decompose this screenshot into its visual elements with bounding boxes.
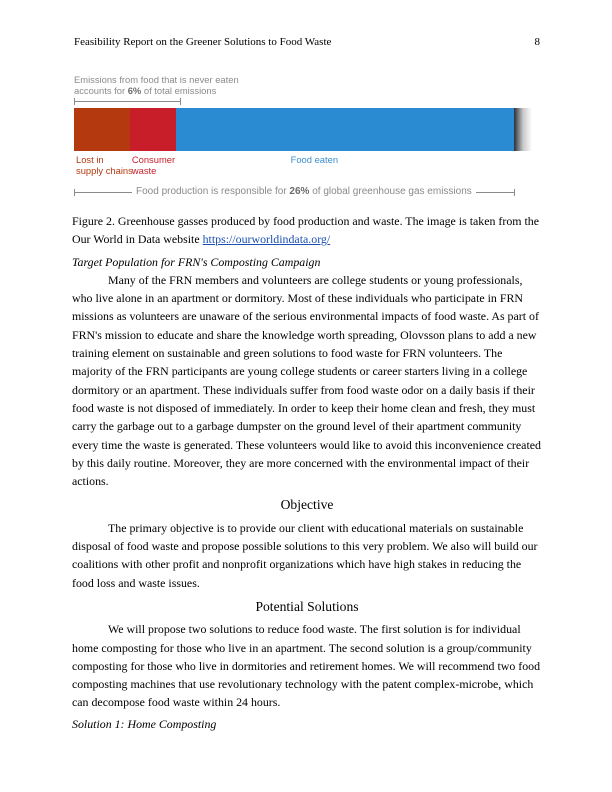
bar-segment-1	[130, 108, 176, 151]
objective-paragraph: The primary objective is to provide our client with educational materials on sustainable disposal of food waste and propose possible solutions to this very problem. We also will build our coalitions with other profit and nonprofit organizations which have high stakes in reducing the food loss and waste issues.	[72, 520, 538, 590]
bottom-bracket-right-tick	[514, 189, 515, 196]
top-bracket-right-tick	[180, 98, 181, 105]
figure-caption: Figure 2. Greenhouse gasses produced by food production and waste. The image is taken from the Our World in Data website https://ourworldindata.org/	[72, 214, 540, 247]
running-title: Feasibility Report on the Greener Solutions to Food Waste	[74, 36, 332, 48]
bottom-bracket-left-tick	[74, 189, 75, 196]
source-link[interactable]: https://ourworldindata.org/	[202, 232, 331, 247]
potential-solutions-heading: Potential Solutions	[255, 598, 359, 614]
segment-label-1: Consumer waste	[131, 154, 176, 176]
segment-label-2: Food eaten	[290, 154, 339, 165]
solution1-heading: Solution 1: Home Composting	[72, 716, 217, 731]
top-annotation-line1: Emissions from food that is never eaten	[74, 74, 239, 85]
bar-segment-0	[74, 108, 130, 151]
document-body	[72, 212, 542, 733]
page-number: 8	[534, 36, 540, 48]
top-bracket-left-tick	[74, 98, 75, 105]
bar-segment-2	[176, 108, 514, 151]
top-bracket	[74, 101, 180, 102]
figure-top-annotation	[74, 74, 239, 96]
target-population-paragraph: Many of the FRN members and volunteers are college students or young professionals, who live alone in an apartment or dormitory. Most of these individuals who participate in FRN missions as volunteers are unaware of the serious environmental impacts of food waste. As part of FRN's mission to educate and share the knowledge worth spreading, Olovsson plans to add a new training element on sustainable and green solutions to food waste for FRN volunteers. The majority of the FRN participants are young college students or career starters living in a college dormitory or an apartment. These individuals suffer from food waste odor on a daily basis if their food waste is not disposed of immediately. In order to keep their home clean and fresh, they must carry the garbage out to a garbage dumpster on the ground level of their apartment community every time the waste is generated. These volunteers would like to avoid this inconvenience created by this daily routine. Moreover, they are more concerned with the environmental impact of their actions.	[72, 272, 541, 489]
top-annotation-line2: accounts for 6% of total emissions	[74, 85, 217, 96]
figure-bottom-annotation: Food production is responsible for 26% of global greenhouse gas emissions	[132, 186, 476, 197]
page-header	[72, 36, 540, 52]
potential-solutions-paragraph: We will propose two solutions to reduce food waste. The first solution is for individual home composting for those who live in an apartment. The second solution is a group/community composting for those who live in dormitories and retirement homes. We will recommend two food composting machines that use revolutionary technology with the patent complex-microbe, which can decompose food waste within 24 hours.	[72, 622, 541, 710]
target-population-heading: Target Population for FRN's Composting Campaign	[72, 254, 321, 269]
bar-end-fade	[514, 108, 532, 151]
segment-label-0: Lost in supply chains	[76, 154, 133, 176]
emissions-figure	[72, 72, 538, 202]
objective-heading: Objective	[280, 497, 334, 513]
